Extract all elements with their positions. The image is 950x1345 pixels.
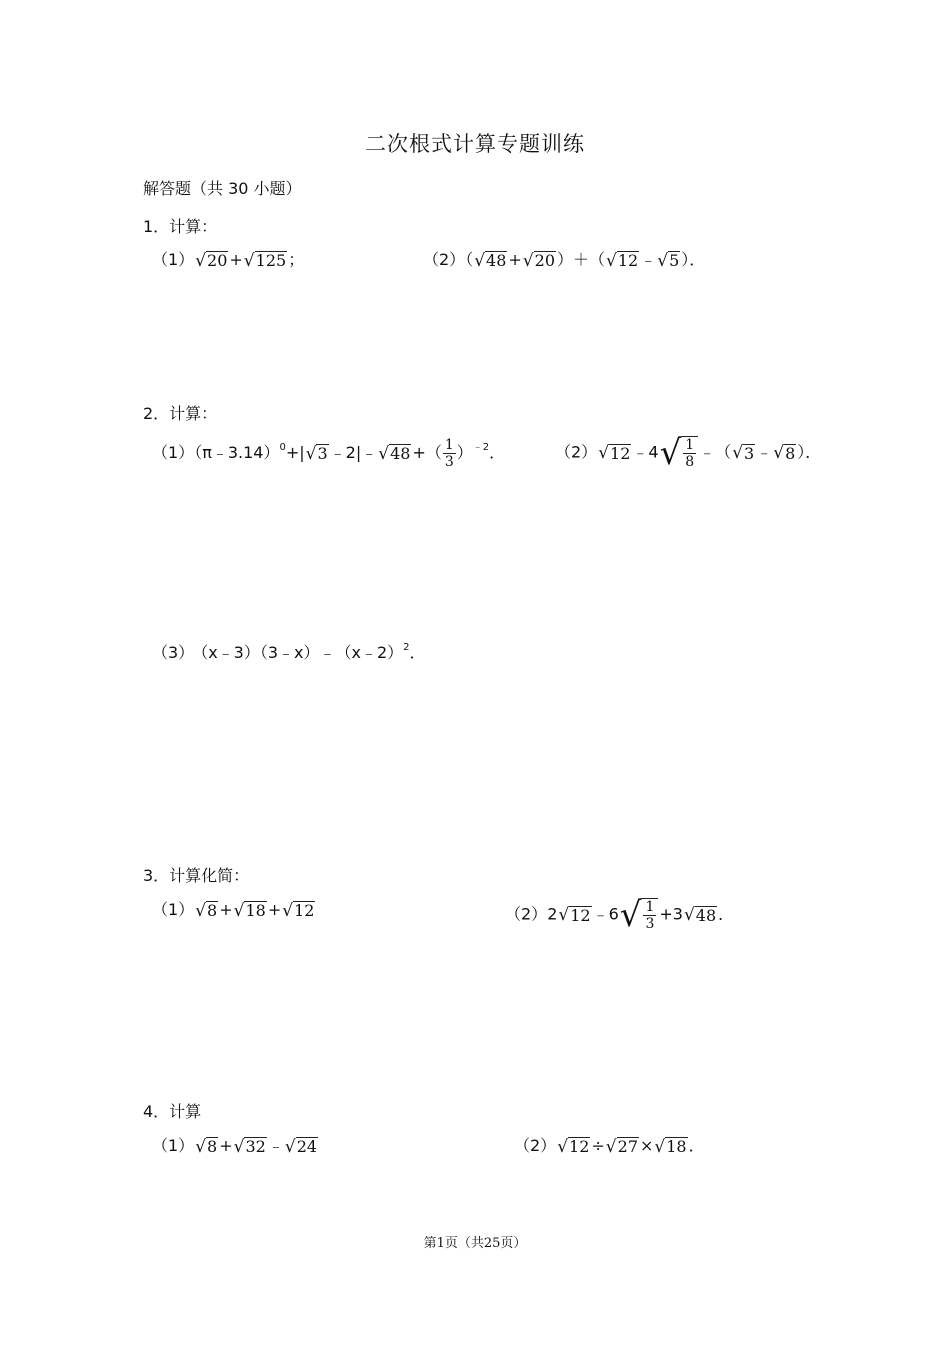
radical: √48	[474, 250, 507, 271]
question-2-heading: 2．计算：	[143, 404, 218, 423]
section-heading: 解答题（共 30 小题）	[143, 179, 302, 198]
radical: √18	[654, 1136, 687, 1157]
radical: √3	[305, 443, 328, 464]
fraction: $\frac{1}{8}$	[685, 437, 695, 470]
radical: √8	[195, 900, 218, 921]
radical: √27	[605, 1136, 638, 1157]
radical: √48	[683, 905, 717, 926]
question-2-part-2: （2）√12 ﹣4√ $\frac{1}{8}$ ﹣（√3 ﹣√8 ）．	[555, 433, 822, 473]
question-2-part-3: （3） （x﹣3）（3﹣x）﹣（x﹣2）$^2$．	[152, 642, 426, 662]
radical: √18	[233, 900, 266, 921]
radical: √ $\frac{1}{8}$	[660, 436, 699, 470]
radical: √12	[282, 900, 315, 921]
radical: √8	[773, 443, 796, 464]
question-4-part-1: （1）√8 +√32 ﹣√24	[152, 1136, 318, 1157]
radical: √5	[657, 250, 680, 271]
fraction: $\frac{1}{3}$	[444, 437, 454, 470]
radical: √24	[284, 1136, 318, 1157]
radical: √20	[195, 250, 228, 271]
question-4-part-2: （2）√12 ÷√27 ×√18 ．	[514, 1136, 705, 1157]
radical: √12	[558, 905, 591, 926]
question-3-heading: 3．计算化简：	[143, 866, 250, 885]
radical: √20	[522, 250, 556, 271]
question-1-part-2: （2）（√48 +√20 ）＋（√12 ﹣√5 ）．	[423, 250, 706, 271]
question-4-heading: 4．计算	[143, 1102, 202, 1121]
page-title: 二次根式计算专题训练	[365, 132, 585, 156]
radical: √12	[557, 1136, 590, 1157]
radical: √48	[378, 443, 411, 464]
question-3-part-2: （2）2√12 ﹣6√ $\frac{1}{3}$ +3√48 ．	[505, 895, 735, 935]
radical: √ $\frac{1}{3}$	[620, 898, 659, 932]
question-3-part-1: （1）√8 +√18 +√12	[152, 900, 315, 921]
question-1-part-1: （1）√20 +√125 ；	[152, 250, 305, 271]
page-footer: 第1页（共25页）	[423, 1236, 527, 1251]
radical: √12	[598, 443, 631, 464]
radical: √3	[732, 443, 755, 464]
fraction: $\frac{1}{3}$	[645, 899, 655, 932]
question-1-heading: 1．计算：	[143, 217, 218, 236]
radical: √32	[233, 1136, 266, 1157]
radical: √8	[195, 1136, 218, 1157]
radical: √12	[606, 250, 639, 271]
question-2-part-1: （1）（π﹣3.14）$^0$+|√3 ﹣2|﹣√48 +（ $\frac{1}{3}$ ）$^{﹣2}$．	[152, 437, 506, 470]
radical: √125	[243, 250, 287, 271]
